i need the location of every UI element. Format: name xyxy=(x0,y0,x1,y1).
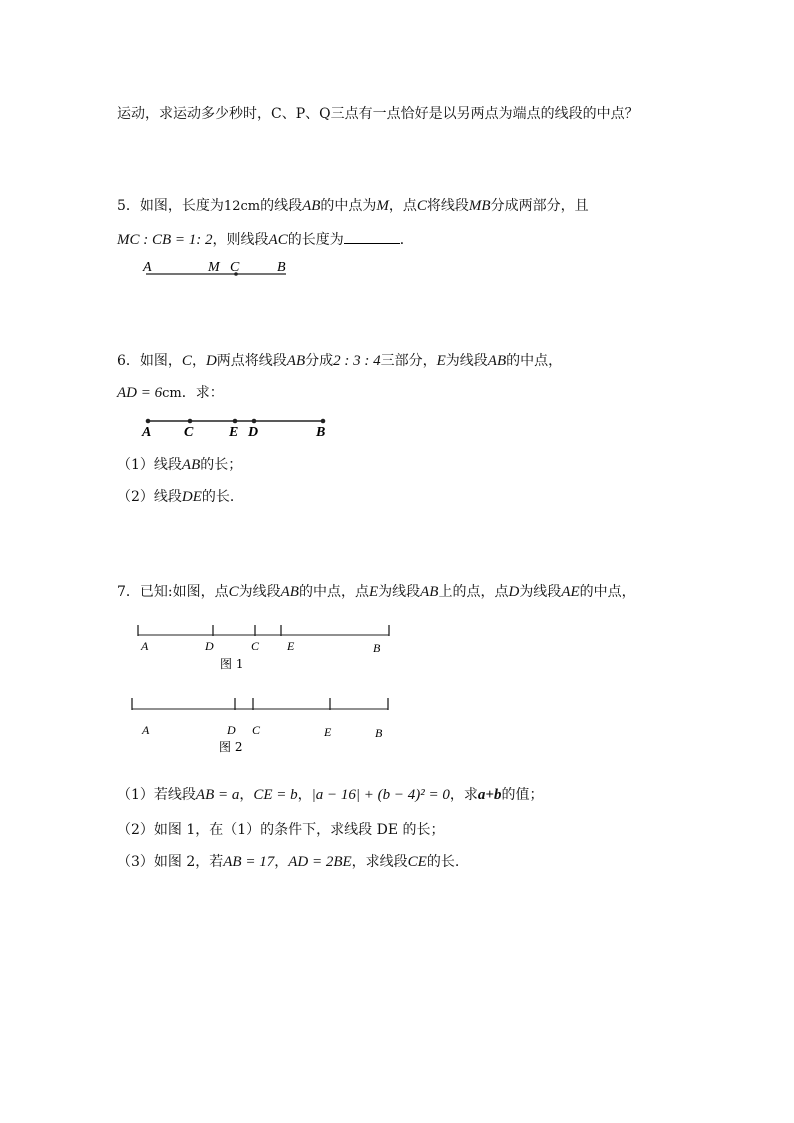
q5-figure xyxy=(140,255,300,285)
fig1-label: B xyxy=(373,641,381,655)
q6-line2: AD = 6cm．求： xyxy=(117,385,224,401)
fig2-label: E xyxy=(324,725,332,739)
answer-blank xyxy=(344,229,400,244)
q5-label: M xyxy=(208,260,220,275)
q6-label: D xyxy=(248,425,259,440)
fig1-label: C xyxy=(251,639,260,653)
q5-label: A xyxy=(143,260,152,275)
q6-label: B xyxy=(316,425,326,440)
intro-text: 运动，求运动多少秒时，C、P、Q三点有一点恰好是以另两点为端点的线段的中点？ xyxy=(117,106,639,122)
q7-figure-1 xyxy=(128,620,398,675)
fig1-label: D xyxy=(205,639,214,653)
fig1-label: A xyxy=(141,639,149,653)
fig2-label: D xyxy=(227,723,236,737)
q5-line2: MC : CB = 1: 2，则线段AC的长度为 ． xyxy=(117,229,414,250)
q6-label: A xyxy=(142,425,152,440)
condition-expression: |a − 16| + (b − 4)² = 0 xyxy=(311,787,450,803)
fig2-label: B xyxy=(375,726,383,740)
fig2-label: A xyxy=(142,723,150,737)
q6-sub2: （2）线段DE的长． xyxy=(117,489,244,505)
q6-line1: 6．如图，C，D两点将线段AB分成2 : 3 : 4三部分，E为线段AB的中点， xyxy=(117,353,563,369)
q7-figure-2 xyxy=(128,690,398,756)
q6-figure xyxy=(138,412,338,442)
q5-line1: 5．如图，长度为12cm的线段AB的中点为M，点C将线段MB分成两部分，且 xyxy=(117,198,589,214)
q6-label: C xyxy=(184,425,194,440)
q5-label: B xyxy=(277,260,286,275)
q6-sub1: （1）线段AB的长； xyxy=(117,457,243,473)
q7-sub3: （3）如图 2，若AB = 17，AD = 2BE，求线段CE的长. xyxy=(117,854,460,870)
fig2-caption: 图 2 xyxy=(219,740,243,754)
q7-sub1: （1）若线段AB = a，CE = b，|a − 16| + (b − 4)² = 0，求a+b的值； xyxy=(117,787,544,803)
q7-line1: 7．已知:如图，点C为线段AB的中点，点E为线段AB上的点，点D为线段AE的中点， xyxy=(117,584,636,600)
fig1-caption: 图 1 xyxy=(220,657,244,671)
fig1-label: E xyxy=(287,639,295,653)
fig2-label: C xyxy=(252,723,261,737)
q5-label: C xyxy=(230,260,240,275)
q7-sub2: （2）如图 1，在（1）的条件下，求线段 DE 的长； xyxy=(117,822,445,838)
q6-label: E xyxy=(229,425,239,440)
